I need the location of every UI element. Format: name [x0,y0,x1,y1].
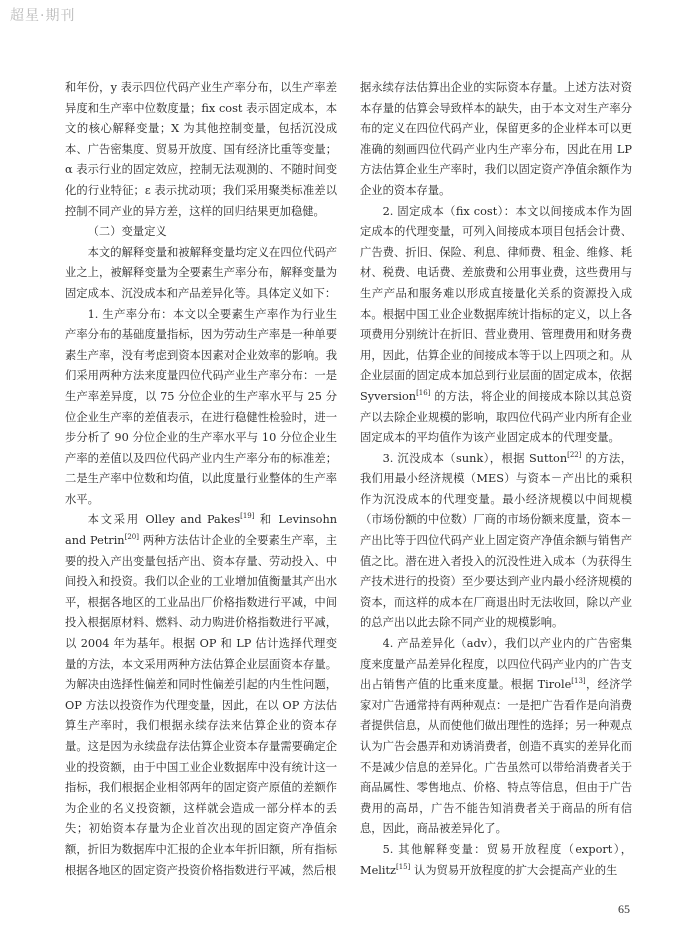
text-run: 本文采用 Olley and Pakes [87,513,241,527]
paragraph-other-variables [360,840,632,881]
paragraph-model-description: 和年份，y 表示四位代码产业生产率分布，以生产率差异度和生产率中位数度量；fix cost 表示固定成本，本文的核心解释变量；X 为其他控制变量，包括沉没成本、广告密集度、贸易开放度、国有经济比重等变量；α 表示行业的固定效应，控制无法观测的、不随时间变化的行业特征；ε 表示扰动项；我们采用聚类标准差以控制不同产业的异方差，这样的回归结果更加稳健。 [65,81,337,218]
citation-ref: [15] [395,862,411,871]
journal-header [0,0,700,30]
page-number: 65 [618,902,630,916]
text-run: 认为贸易开放程度的扩大会提高产业的生 [410,863,618,877]
text-run: 的方法，我们用最小经济规模（MES）与资本－产出比的乘积作为沉没成本的代理变量。最小经济规模以中间规模（市场份额的中位数）厂商的市场份额来度量，资本－产出比等于四位代码产业上固定资产净值余额与销售产值之比。潜在进入者投入的沉没性进入成本（为获得生产技术进行的投资）至少要达到产业内最小经济规模的资本，而这样的成本在厂商退出时无法收回，除以产业的总产出以此去除不同产业的规模影响。 [360,451,633,630]
section-heading-variable-definition: （二）变量定义 [87,225,167,239]
paragraph-tfp-estimation [65,510,337,881]
text-run: 和 Levinsohn and Petrin [65,513,337,548]
citation-ref: [13] [571,677,586,686]
text-run: ，经济学家对广告通常持有两种观点：一是把广告看作是向消费者提供信息，从而使他们做出理性的选择；另一种观点认为广告会愚弄和劝诱消费者，创造不真实的差异化而不是减少信息的差异化。广告虽然可以带给消费者关于商品属性、零售地点、价格、特点等信息，但由于广告费用的高昂，广告不能告知消费者关于商品的所有信息，因此，商品被差异化了。 [360,678,632,836]
text-run: 3. 沉没成本（sunk），根据 Sutton [382,451,568,465]
journal-name: 超星·期刊 [10,8,76,24]
citation-ref: [22] [567,450,582,459]
paragraph-sunk-cost [360,449,632,634]
text-run: 两种方法估计企业的全要素生产率，主要的投入产出变量包括产出、资本存量、劳动投入、中间投入和投资。我们以企业的工业增加值衡量其产出水平，根据各地区的工业品出厂价格指数进行平减，中间投入根据原材料、燃料、动力购进价格指数进行平减，以 2004 年为基年。根据 OP 和 LP 估计选择代理变量的方法，本文采用两种方法估算企业层面资本存量。为解决由选择性偏差和同时性偏差引起的内生性问题，OP 方法以投资作为代理变量，因此，在以 OP 方法估算生产率时，我们根据永续存法来估算企业的资本存量。这是因为永续盘存法估算企业资本存量需要确定企业的投资额，由于中国工业企业数据库中没有统计这一指标，我们根据企业相邻两年的固定资产原值的差额作为企业的名义投资额，这样就会造成一部分样本的丢失；初始资本存量为企业首次出现的固定资产净值余额，折旧为数据库中汇报的企业本年折旧额，所有指标根据各地区的固定资产投资价格指数进行平减，然后根 [65,534,337,877]
citation-ref: [16] [416,389,431,398]
text-run: 2. 固定成本（fix cost）：本文以间接成本作为固定成本的代理变量，可列入间接成本项目包括会计费、广告费、折旧、保险、利息、律师费、租金、维修、耗材、税费、电话费、差旅费和公用事业费，这些费用与生产产品和服务难以形成直接量化关系的资源投入成本。根据中国工业企业数据库统计指标的定义，以上各项费用分别统计在折旧、营业费用、管理费用和财务费用，因此，估算企业的间接成本等于以上四项之和。从企业层面的固定成本加总到行业层面的固定成本，依据 Syversion [360,204,632,403]
paragraph-fixed-cost [360,202,632,449]
paragraph-variable-overview: 本文的解释变量和被解释变量均定义在四位代码产业之上，被解释变量为全要素生产率分布，解释变量为固定成本、沉没成本和产品差异化等。具体定义如下： [65,245,337,300]
text-run: 4. 产品差异化（adv），我们以产业内的广告密集度来度量产品差异化程度，以四位代码产业内的广告支出占销售产值的比重来度量。根据 Tirole [360,637,632,692]
paragraph-capital-stock: 据永续存法估算出企业的实际资本存量。上述方法对资本存量的估算会导致样本的缺失，由于本文对生产率分布的定义在四位代码产业，保留更多的企业样本可以更准确的刻画四位代码产业内生产率分布，因此在用 LP 方法估算企业生产率时，我们以固定资产净值余额作为企业的资本存量。 [360,81,632,197]
text-run: 的方法，将企业的间接成本除以其总资产以去除企业规模的影响，取四位代码产业内所有企业固定成本的平均值作为该产业固定成本的代理变量。 [360,389,632,445]
paragraph-productivity-distribution: 1. 生产率分布：本文以全要素生产率作为行业生产率分布的基础度量指标，因为劳动生产率是一种单要素生产率，没有考虑到资本因素对企业效率的影响。我们采用两种方法来度量四位代码产业生产率分布：一是生产率差异度，以 75 分位企业的生产率水平与 25 分位企业生产率的差值表示，在进行稳健性检验时，进一步分析了 90 分位企业的生产率水平与 10 分位企业生产率的差值以及四位代码产业内生产率分布的标准差；二是生产率中位数和均值，以此度量行业整体的生产率水平。 [65,307,337,506]
citation-ref: [19] [240,512,255,521]
left-column [65,78,337,881]
text-run: 5. 其他解释变量：贸易开放程度（export），Melitz [360,842,632,877]
citation-ref: [20] [124,533,139,542]
right-column [360,78,632,881]
paragraph-product-differentiation [360,634,632,840]
